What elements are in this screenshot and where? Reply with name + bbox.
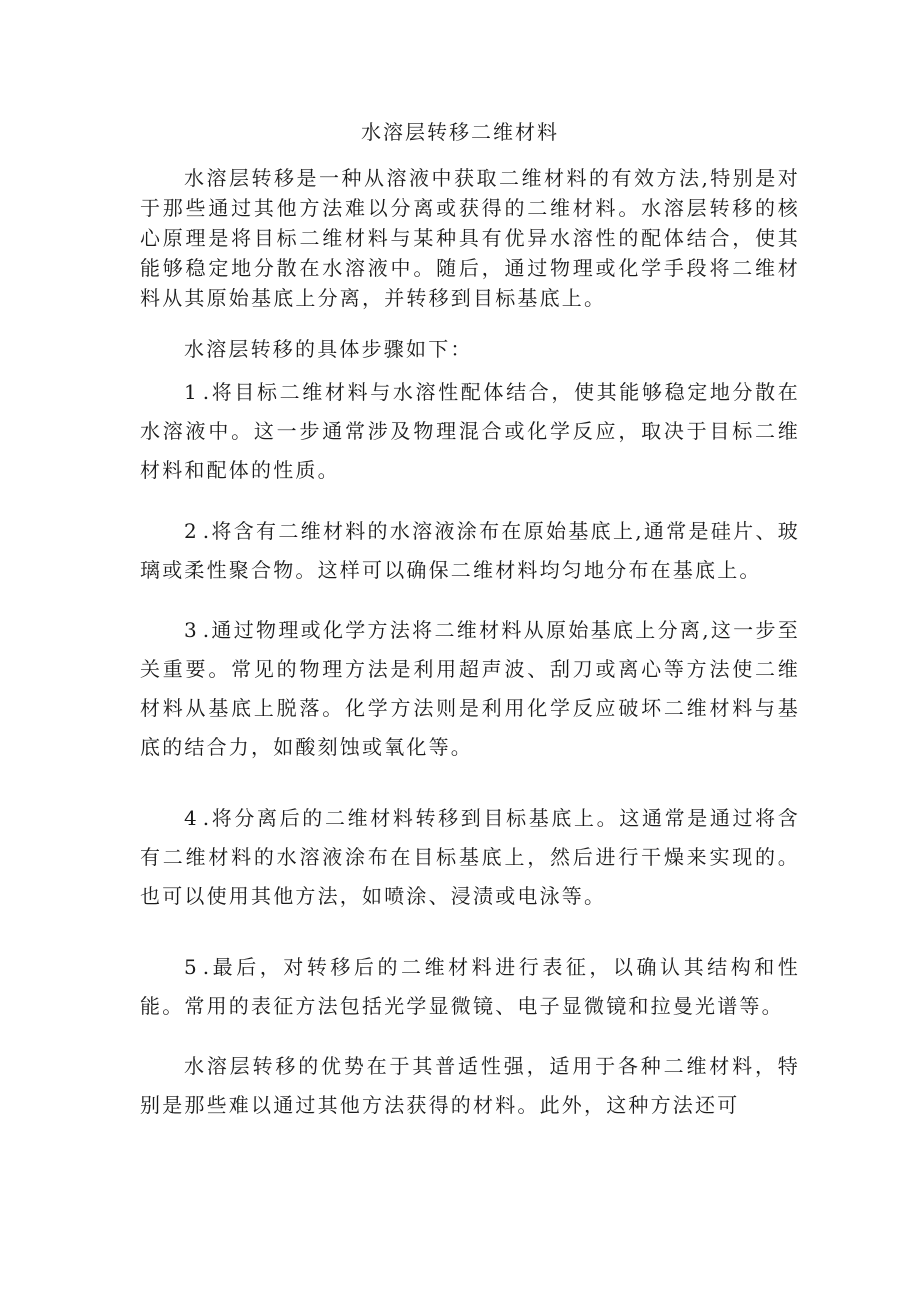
step-1-number: 1 xyxy=(184,380,203,404)
step-3-text: .通过物理或化学方法将二维材料从原始基底上分离,这一步至关重要。常见的物理方法是利用超声波、刮刀或离心等方法使二维材料从基底上脱落。化学方法则是利用化学反应破坏二维材料与基底的结合力，如酸刻蚀或氧化等。 xyxy=(140,618,800,759)
step-4-paragraph xyxy=(140,799,800,916)
step-4-number: 4 xyxy=(184,806,203,830)
step-2-text: .将含有二维材料的水溶液涂布在原始基底上,通常是硅片、玻璃或柔性聚合物。这样可以确保二维材料均匀地分布在基底上。 xyxy=(140,519,800,582)
step-2-number: 2 xyxy=(184,519,203,543)
document-title: 水溶层转移二维材料 xyxy=(361,120,559,144)
steps-heading: 水溶层转移的具体步骤如下： xyxy=(184,337,473,361)
step-3-number: 3 xyxy=(184,618,203,642)
intro-paragraph: 水溶层转移是一种从溶液中获取二维材料的有效方法,特别是对于那些通过其他方法难以分离或获得的二维材料。水溶层转移的核心原理是将目标二维材料与某种具有优异水溶性的配体结合，使其能够稳定地分散在水溶液中。随后，通过物理或化学手段将二维材料从其原始基底上分离，并转移到目标基底上。 xyxy=(140,166,800,310)
step-1-text: .将目标二维材料与水溶性配体结合，使其能够稳定地分散在水溶液中。这一步通常涉及物理混合或化学反应，取决于目标二维材料和配体的性质。 xyxy=(140,380,800,482)
step-4-text: .将分离后的二维材料转移到目标基底上。这通常是通过将含有二维材料的水溶液涂布在目标基底上，然后进行干燥来实现的。也可以使用其他方法，如喷涂、浸渍或电泳等。 xyxy=(140,806,800,908)
closing-paragraph: 水溶层转移的优势在于其普适性强，适用于各种二维材料，特别是那些难以通过其他方法获得的材料。此外，这种方法还可 xyxy=(140,1054,800,1117)
step-5-paragraph xyxy=(140,948,800,1026)
step-5-number: 5 xyxy=(184,955,203,979)
step-2-paragraph xyxy=(140,512,800,590)
step-1-paragraph xyxy=(140,373,800,490)
step-5-text: .最后，对转移后的二维材料进行表征，以确认其结构和性能。常用的表征方法包括光学显微镜、电子显微镜和拉曼光谱等。 xyxy=(140,955,800,1018)
step-3-paragraph xyxy=(140,611,800,767)
